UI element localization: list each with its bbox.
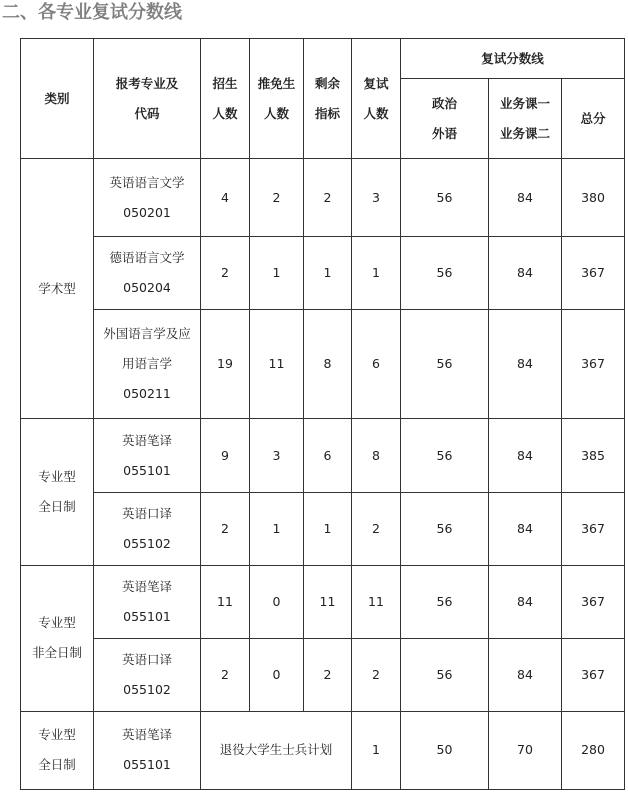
cell-politics: 56 [401, 565, 489, 638]
cell-major: 英语语言文学 050201 [94, 159, 201, 237]
cell-major: 英语笔译 055101 [94, 419, 201, 492]
cell-total: 367 [562, 310, 625, 419]
cell-politics: 50 [401, 711, 489, 789]
cell-total: 385 [562, 419, 625, 492]
cell-remain: 8 [304, 310, 352, 419]
table-row [21, 310, 625, 419]
cell-course: 84 [489, 237, 562, 310]
cell-retest: 8 [352, 419, 401, 492]
cell-retest: 6 [352, 310, 401, 419]
cell-retest: 1 [352, 711, 401, 789]
cell-politics: 56 [401, 492, 489, 565]
cell-retest: 2 [352, 492, 401, 565]
header-category: 类别 [21, 39, 94, 159]
table-row [21, 711, 625, 789]
group-professional-veteran: 专业型 全日制 [21, 711, 94, 789]
header-row [21, 39, 625, 79]
cell-total: 280 [562, 711, 625, 789]
cell-course: 84 [489, 310, 562, 419]
group-academic: 学术型 [21, 159, 94, 419]
header-score-group: 复试分数线 [401, 39, 625, 79]
table-row [21, 419, 625, 492]
cell-major: 英语口译 055102 [94, 638, 201, 711]
header-major: 报考专业及 代码 [94, 39, 201, 159]
table-row [21, 565, 625, 638]
cell-remain: 1 [304, 492, 352, 565]
cell-exempt: 0 [250, 565, 304, 638]
header-course: 业务课一 业务课二 [489, 79, 562, 159]
cell-course: 84 [489, 638, 562, 711]
table-row [21, 492, 625, 565]
cell-remain: 2 [304, 638, 352, 711]
cell-enroll: 11 [201, 565, 250, 638]
cell-exempt: 3 [250, 419, 304, 492]
cell-remain: 11 [304, 565, 352, 638]
cell-retest: 11 [352, 565, 401, 638]
cell-major: 德语语言文学 050204 [94, 237, 201, 310]
cell-total: 367 [562, 638, 625, 711]
cell-enroll: 9 [201, 419, 250, 492]
table-row [21, 237, 625, 310]
cell-major: 外国语言学及应 用语言学 050211 [94, 310, 201, 419]
cell-remain: 1 [304, 237, 352, 310]
cell-politics: 56 [401, 419, 489, 492]
cell-retest: 2 [352, 638, 401, 711]
cell-total: 367 [562, 565, 625, 638]
cell-exempt: 2 [250, 159, 304, 237]
cell-major: 英语笔译 055101 [94, 711, 201, 789]
score-table [20, 38, 625, 790]
section-title: 二、各专业复试分数线 [2, 2, 182, 23]
cell-veteran-plan: 退役大学生士兵计划 [201, 711, 352, 789]
cell-exempt: 0 [250, 638, 304, 711]
cell-course: 84 [489, 159, 562, 237]
header-total: 总分 [562, 79, 625, 159]
cell-enroll: 2 [201, 237, 250, 310]
group-professional-parttime: 专业型 非全日制 [21, 565, 94, 711]
cell-exempt: 1 [250, 237, 304, 310]
header-enroll: 招生 人数 [201, 39, 250, 159]
cell-course: 84 [489, 492, 562, 565]
cell-enroll: 2 [201, 638, 250, 711]
cell-exempt: 1 [250, 492, 304, 565]
cell-politics: 56 [401, 310, 489, 419]
header-retest: 复试 人数 [352, 39, 401, 159]
table-row [21, 159, 625, 237]
cell-course: 84 [489, 565, 562, 638]
cell-retest: 1 [352, 237, 401, 310]
cell-enroll: 4 [201, 159, 250, 237]
cell-total: 367 [562, 237, 625, 310]
cell-course: 70 [489, 711, 562, 789]
cell-politics: 56 [401, 638, 489, 711]
cell-retest: 3 [352, 159, 401, 237]
cell-total: 380 [562, 159, 625, 237]
header-politics: 政治 外语 [401, 79, 489, 159]
header-remain: 剩余 指标 [304, 39, 352, 159]
group-professional-fulltime: 专业型 全日制 [21, 419, 94, 565]
table-row [21, 638, 625, 711]
cell-politics: 56 [401, 237, 489, 310]
cell-remain: 2 [304, 159, 352, 237]
cell-politics: 56 [401, 159, 489, 237]
cell-major: 英语笔译 055101 [94, 565, 201, 638]
cell-total: 367 [562, 492, 625, 565]
cell-exempt: 11 [250, 310, 304, 419]
cell-remain: 6 [304, 419, 352, 492]
cell-enroll: 2 [201, 492, 250, 565]
cell-enroll: 19 [201, 310, 250, 419]
cell-major: 英语口译 055102 [94, 492, 201, 565]
header-exempt: 推免生 人数 [250, 39, 304, 159]
cell-course: 84 [489, 419, 562, 492]
